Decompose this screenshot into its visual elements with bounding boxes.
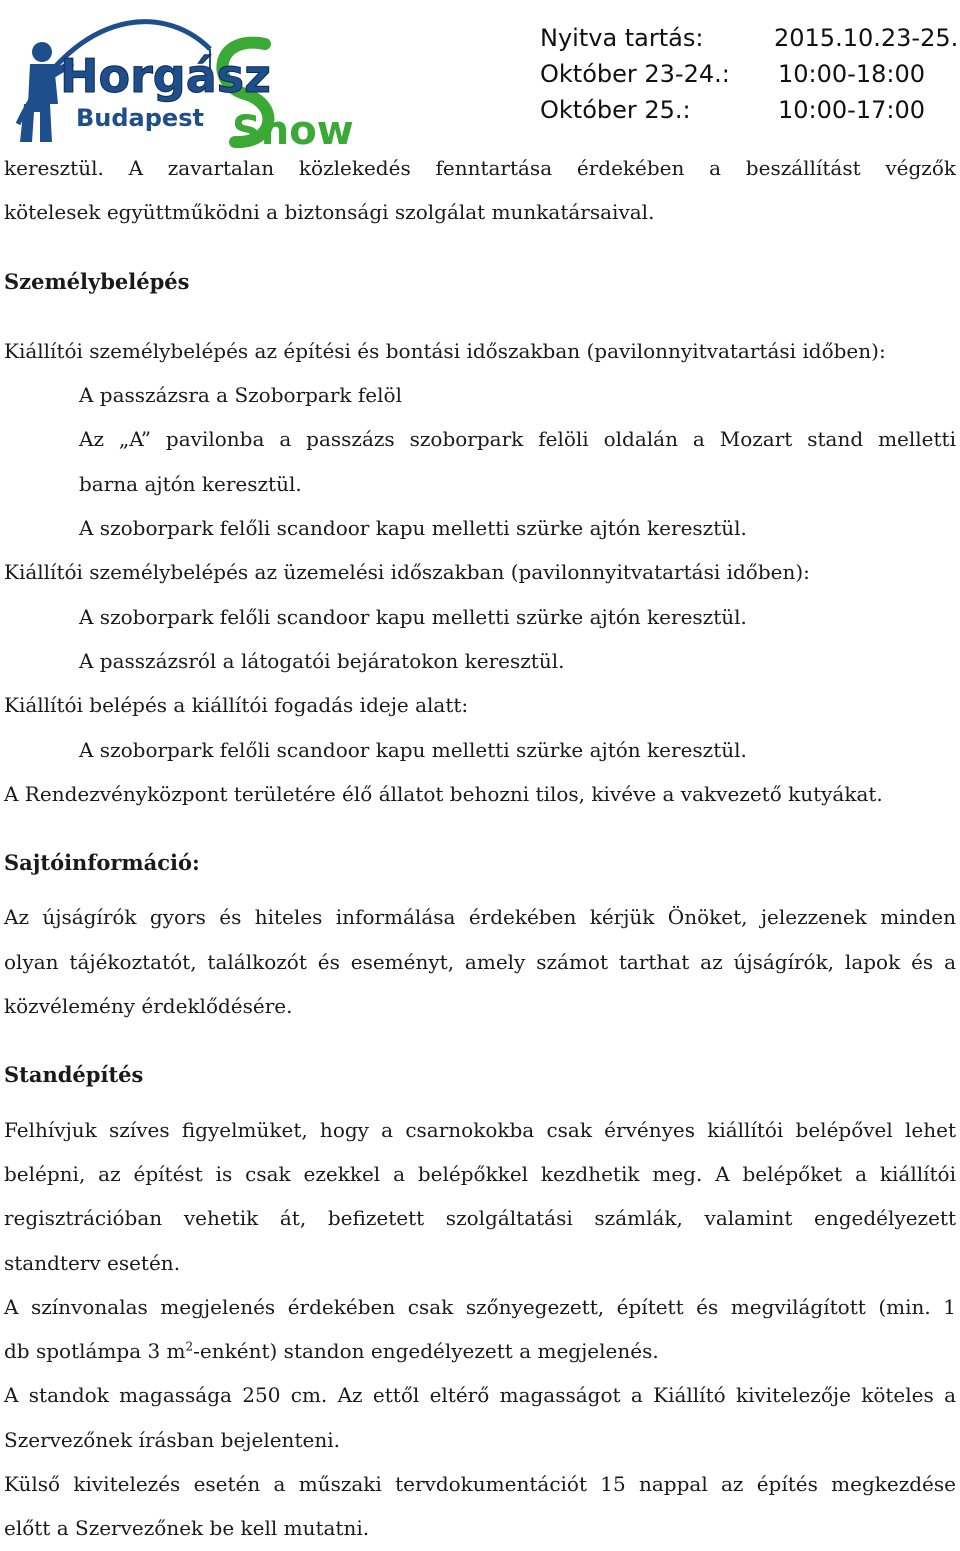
logo-text-budapest: Budapest: [76, 104, 204, 132]
stand-paragraph-line: Szervezőnek írásban bejelenteni.: [4, 1427, 340, 1452]
build-period-item: barna ajtón keresztül.: [79, 471, 302, 496]
logo-text-show: Show: [232, 108, 354, 150]
spacer: [4, 304, 956, 329]
animal-note: A Rendezvényközpont területére élő állatot behozni tilos, kivéve a vakvezető kutyákat.: [4, 781, 883, 806]
reception-item: A szoborpark felőli scandoor kapu melletti szürke ajtón keresztül.: [79, 737, 747, 762]
operation-period-title: Kiállítói személybelépés az üzemelési időszakban (pavilonnyitvatartási időben):: [4, 560, 810, 585]
opening-hours-value: 2015.10.23-25.: [774, 24, 959, 52]
opening-hours-label: Október 23-24.:: [540, 60, 730, 88]
stand-paragraph-line: előtt a Szervezőnek be kell mutatni.: [4, 1516, 370, 1541]
stand-paragraph-line: regisztrációban vehetik át, befizetett szolgáltatási számlák, valamint engedélyezett: [4, 1206, 956, 1231]
spacer: [4, 1028, 956, 1053]
spacer: [4, 1098, 956, 1108]
opening-hours-label: Október 25.:: [540, 96, 691, 124]
operation-period-item: A passzázsról a látogatói bejáratokon keresztül.: [79, 648, 565, 673]
superscript: 2: [185, 1339, 194, 1354]
stand-paragraph-line: Külső kivitelezés esetén a műszaki tervdokumentációt 15 nappal az építés megkezdése: [4, 1472, 956, 1497]
build-period-item: A passzázsra a Szoborpark felöl: [79, 383, 402, 408]
operation-period-item: A szoborpark felőli scandoor kapu melletti szürke ajtón keresztül.: [79, 604, 747, 629]
stand-paragraph-line: A színvonalas megjelenés érdekében csak szőnyegezett, épített és megvilágított (min. 1: [4, 1294, 956, 1319]
spacer: [4, 885, 956, 895]
build-period-title: Kiállítói személybelépés az építési és bontási időszakban (pavilonnyitvatartási időben):: [4, 338, 886, 363]
opening-hours-label: Nyitva tartás:: [540, 24, 704, 52]
press-line: Az újságírók gyors és hiteles informálása érdekében kérjük Önöket, jelezzenek minden: [4, 905, 956, 930]
build-period-item: Az „A” pavilonba a passzázs szoborpark felöli oldalán a Mozart stand melletti: [79, 427, 956, 452]
reception-title: Kiállítói belépés a kiállítói fogadás ideje alatt:: [4, 693, 469, 718]
stand-text-fragment: db spotlámpa 3 m: [4, 1339, 186, 1364]
stand-paragraph-line: belépni, az építést is csak ezekkel a belépőkkel kezdhetik meg. A belépőket a kiállítói: [4, 1161, 956, 1186]
section-heading-szemelybelepes: Személybelépés: [4, 268, 190, 294]
build-period-item: A szoborpark felőli scandoor kapu melletti szürke ajtón keresztül.: [79, 516, 747, 541]
intro-line: keresztül. A zavartalan közlekedés fenntartása érdekében a beszállítást végzők: [4, 156, 956, 180]
section-heading-sajtoinformacio: Sajtóinformáció:: [4, 850, 200, 876]
stand-text-fragment: -enként) standon engedélyezett a megjelenés.: [193, 1339, 659, 1364]
stand-paragraph-line: A standok magassága 250 cm. Az ettől eltérő magasságot a Kiállító kivitelezője köteles a: [4, 1383, 956, 1408]
spacer: [4, 816, 956, 841]
logo-text-horgasz: Horgász: [60, 49, 271, 103]
opening-hours-value: 10:00-18:00: [778, 60, 925, 88]
document-body: [4, 146, 956, 1551]
intro-line: kötelesek együttműködni a biztonsági szolgálat munkatársaival.: [4, 200, 655, 225]
spacer: [4, 235, 956, 260]
section-heading-standepites: Standépítés: [4, 1062, 144, 1088]
press-line: olyan tájékoztatót, találkozót és eseményt, amely számot tarthat az újságírók, lapok és a: [4, 949, 956, 974]
stand-paragraph-line: standterv esetén.: [4, 1250, 181, 1275]
stand-paragraph-line: [4, 1329, 956, 1373]
horgasz-show-logo: [10, 4, 375, 150]
opening-hours-value: 10:00-17:00: [778, 96, 925, 124]
stand-paragraph-line: Felhívjuk szíves figyelmüket, hogy a csarnokokba csak érvényes kiállítói belépővel lehet: [4, 1117, 956, 1142]
press-line: közvélemény érdeklődésére.: [4, 994, 293, 1019]
